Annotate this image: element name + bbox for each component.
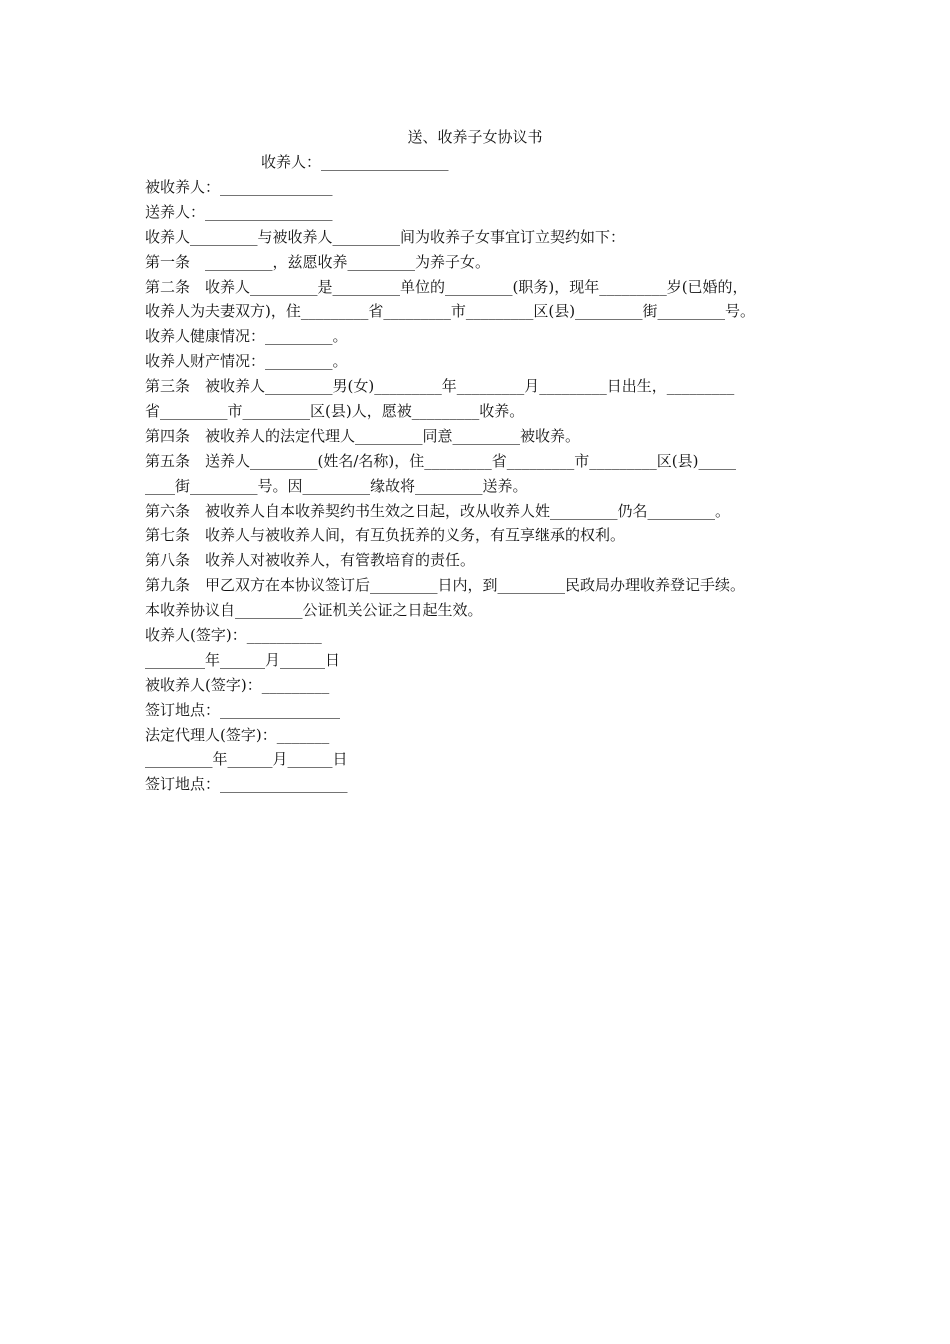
article-5: 第五条 送养人_________(姓名/名称)，住_________省_________市_________区(县)_____ [145, 451, 736, 470]
article-4: 第四条 被收养人的法定代理人_________同意_________被收养。 [145, 426, 581, 445]
adoptee-signature-line: 被收养人(签字)：_________ [145, 675, 330, 694]
adopter-health-line: 收养人健康情况：_________。 [145, 327, 348, 346]
legal-agent-date-line: _________年______月______日 [145, 750, 348, 769]
article-2-continued: 收养人为夫妻双方)，住_________省_________市_________区(县)_________街_________号。 [145, 302, 756, 321]
adopter-property-line: 收养人财产情况：_________。 [145, 352, 348, 371]
agreement-body [145, 177, 825, 799]
adopter-date-line: ________年______月______日 [145, 650, 341, 669]
article-5-continued: ____街_________号。因_________缘故将_________送养。 [145, 476, 528, 495]
article-8: 第八条 收养人对被收养人，有管教培育的责任。 [145, 551, 476, 570]
article-3: 第三条 被收养人_________男(女)_________年_________月_________日出生，_________ [145, 377, 735, 396]
legal-agent-signature-line: 法定代理人(签字)：_______ [145, 725, 330, 744]
article-3-continued: 省_________市_________区(县)人，愿被_________收养。 [145, 402, 525, 421]
signing-place-line-2: 签订地点：_________________ [145, 775, 348, 794]
effective-clause: 本收养协议自_________公证机关公证之日起生效。 [145, 601, 483, 620]
article-7: 第七条 收养人与被收养人间，有互负抚养的义务，有互享继承的权利。 [145, 526, 626, 545]
giver-line: 送养人：_________________ [145, 202, 333, 221]
article-1: 第一条 _________，兹愿收养_________为养子女。 [145, 252, 491, 271]
article-6: 第六条 被收养人自本收养契约书生效之日起，改从收养人姓_________仍名_________。 [145, 501, 731, 520]
article-9: 第九条 甲乙双方在本协议签订后_________日内，到_________民政局办理收养登记手续。 [145, 576, 746, 595]
document-title: 送、收养子女协议书 [407, 128, 543, 146]
adopter-signature-line: 收养人(签字)：__________ [145, 626, 322, 645]
adopter-line: 收养人：_________________ [261, 153, 449, 171]
adoptee-line: 被收养人：_______________ [145, 178, 333, 196]
preamble-line: 收养人_________与被收养人_________间为收养子女事宜订立契约如下： [145, 227, 626, 246]
article-2: 第二条 收养人_________是_________单位的_________(职务)，现年_________岁(已婚的， [145, 277, 748, 296]
signing-place-line: 签订地点：________________ [145, 700, 341, 719]
